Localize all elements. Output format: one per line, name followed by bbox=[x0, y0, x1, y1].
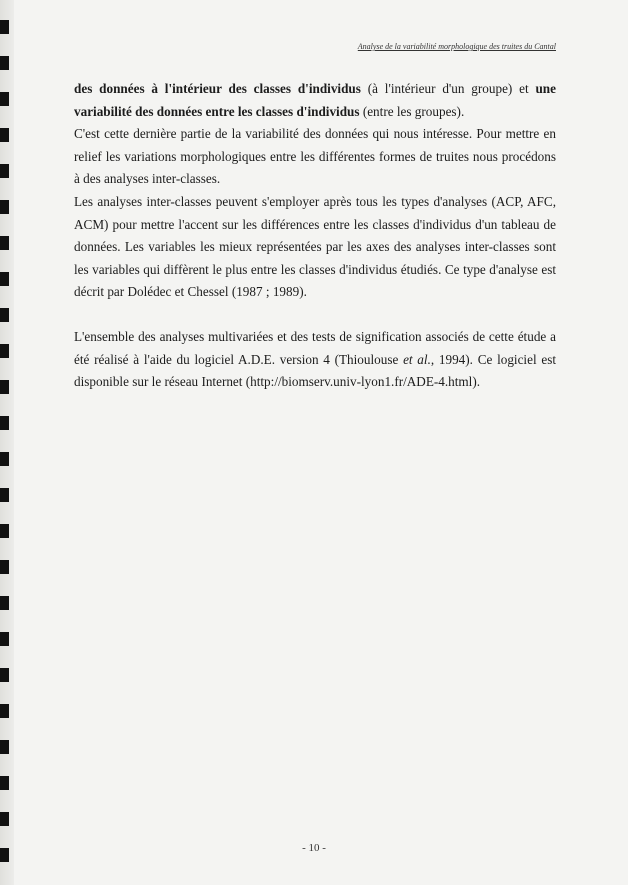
binding-hole bbox=[0, 200, 9, 214]
paragraph-2: C'est cette dernière partie de la variabilité des données qui nous intéresse. Pour mettre en relief les variations morphologiques entre les différentes formes de truites nous procédons à des analyses inter-classes. bbox=[74, 126, 556, 187]
binding-hole bbox=[0, 164, 9, 178]
binding-hole bbox=[0, 632, 9, 646]
binding-hole bbox=[0, 488, 9, 502]
binding-hole bbox=[0, 668, 9, 682]
binding-hole bbox=[0, 344, 9, 358]
paragraph-1: des données à l'intérieur des classes d'individus (à l'intérieur d'un groupe) et une variabilité des données entre les classes d'individus (entre les groupes). bbox=[74, 81, 556, 119]
paragraph-4: L'ensemble des analyses multivariées et des tests de signification associés de cette étude a été réalisé à l'aide du logiciel A.D.E. version 4 (Thioulouse et al., 1994). Ce logiciel est disponible sur le réseau Internet (http://biomserv.univ-lyon1.fr/ADE-4.html). bbox=[74, 328, 556, 390]
binding-hole bbox=[0, 740, 9, 754]
binding-hole bbox=[0, 812, 9, 826]
binding-hole bbox=[0, 56, 9, 70]
paragraph-gap bbox=[74, 304, 556, 326]
bold-phrase: une variabilité des données entre les classes d'individus bbox=[74, 81, 556, 119]
binding-hole bbox=[0, 236, 9, 250]
italic-citation: et al. bbox=[403, 351, 431, 367]
binding-hole bbox=[0, 524, 9, 538]
binding-hole bbox=[0, 128, 9, 142]
running-header: Analyse de la variabilité morphologique des truites du Cantal bbox=[357, 42, 556, 51]
binding-hole bbox=[0, 92, 9, 106]
binding-hole bbox=[0, 596, 9, 610]
binding-hole bbox=[0, 704, 9, 718]
binding-hole bbox=[0, 308, 9, 322]
binding-hole bbox=[0, 416, 9, 430]
body-text bbox=[74, 78, 556, 394]
page-number: - 10 - bbox=[302, 842, 326, 854]
binding-hole bbox=[0, 380, 9, 394]
binding-hole bbox=[0, 452, 9, 466]
binding-hole bbox=[0, 20, 9, 34]
paragraph-3: Les analyses inter-classes peuvent s'employer après tous les types d'analyses (ACP, AFC, ACM) pour mettre l'accent sur les différences entre les classes d'individus d'un tableau de données. Les variables les mieux représentées par les axes des analyses inter-classes sont les variables qui diffèrent le plus entre les classes d'individus étudiés. Ce type d'analyse est décrit par Dolédec et Chessel (1987 ; 1989). bbox=[74, 193, 556, 300]
binding-hole bbox=[0, 272, 9, 286]
binding-hole bbox=[0, 560, 9, 574]
bold-phrase: des données à l'intérieur des classes d'individus bbox=[74, 81, 361, 96]
binding-hole bbox=[0, 776, 9, 790]
